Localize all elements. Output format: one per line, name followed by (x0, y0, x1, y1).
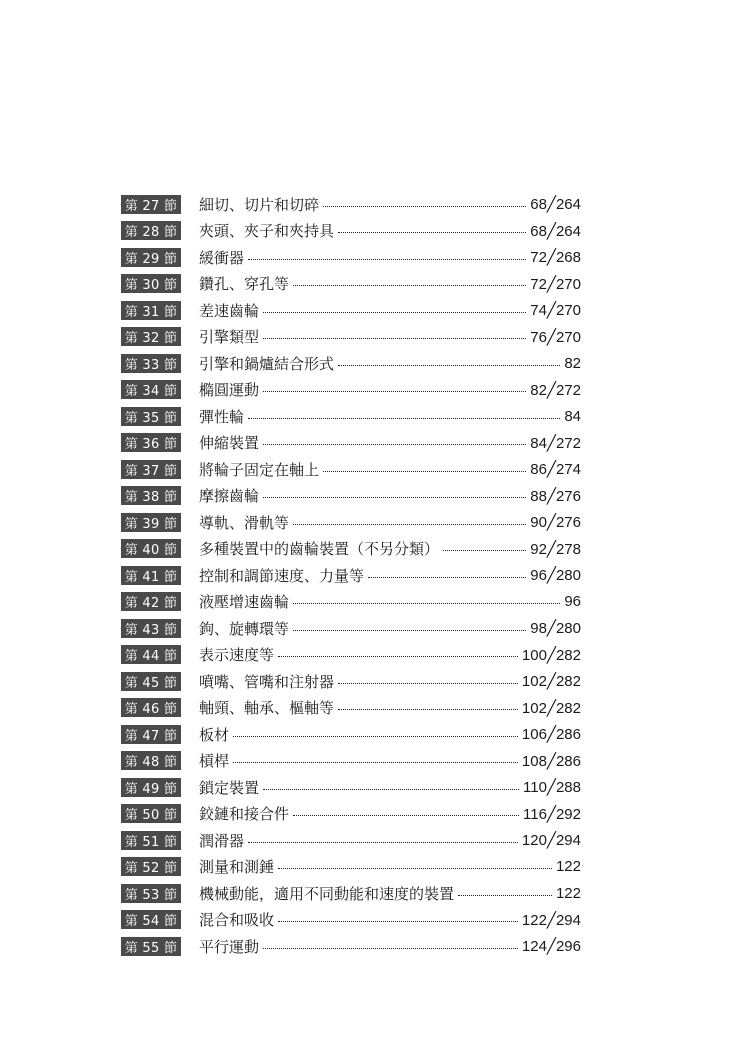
section-badge: 第 31 節 (121, 301, 181, 320)
toc-entry[interactable] (121, 430, 581, 457)
dot-leader (338, 683, 518, 684)
entry-title: 細切、切片和切碎 (199, 195, 320, 214)
page-number: 122 (555, 884, 581, 902)
section-badge: 第 40 節 (121, 539, 181, 558)
page-number: 120╱294 (521, 832, 581, 850)
dot-leader (278, 656, 518, 657)
entry-title: 控制和調節速度、力量等 (199, 566, 365, 585)
toc-entry[interactable] (121, 377, 581, 404)
toc-entry[interactable] (121, 668, 581, 695)
toc-entry[interactable] (121, 774, 581, 801)
entry-title: 液壓增速齒輪 (199, 593, 290, 612)
section-badge: 第 39 節 (121, 513, 181, 532)
section-badge: 第 52 節 (121, 857, 181, 876)
page-number: 106╱286 (521, 726, 581, 744)
dot-leader (338, 232, 526, 233)
entry-title: 潤滑器 (199, 831, 245, 850)
dot-leader (248, 418, 560, 419)
entry-title: 噴嘴、管嘴和注射器 (199, 672, 335, 691)
page-number: 102╱282 (521, 673, 581, 691)
entry-title: 鉸鏈和接合件 (199, 805, 290, 824)
entry-title: 機械動能，適用不同動能和速度的裝置 (199, 884, 455, 903)
toc-entry[interactable] (121, 801, 581, 828)
dot-leader (293, 603, 560, 604)
toc-entry[interactable] (121, 483, 581, 510)
page-number: 108╱286 (521, 752, 581, 770)
dot-leader (263, 444, 526, 445)
entry-title: 引擎和鍋爐結合形式 (199, 354, 335, 373)
toc-entry[interactable] (121, 642, 581, 669)
page-number: 82╱272 (530, 381, 581, 399)
toc-entry[interactable] (121, 880, 581, 907)
page-number: 92╱278 (530, 540, 581, 558)
dot-leader (443, 550, 526, 551)
page-number: 86╱274 (530, 461, 581, 479)
section-badge: 第 51 節 (121, 831, 181, 850)
page-number: 82 (564, 354, 581, 372)
dot-leader (293, 524, 526, 525)
entry-title: 表示速度等 (199, 646, 275, 665)
dot-leader (263, 391, 526, 392)
dot-leader (323, 471, 526, 472)
toc-entry[interactable] (121, 615, 581, 642)
toc-entry[interactable] (121, 271, 581, 298)
dot-leader (263, 338, 526, 339)
toc-entry[interactable] (121, 695, 581, 722)
section-badge: 第 29 節 (121, 248, 181, 267)
page-number: 68╱264 (530, 222, 581, 240)
entry-title: 緩衝器 (199, 248, 245, 267)
dot-leader (248, 259, 526, 260)
page-number: 102╱282 (521, 699, 581, 717)
dot-leader (458, 895, 552, 896)
dot-leader (293, 285, 526, 286)
dot-leader (263, 312, 526, 313)
section-badge: 第 47 節 (121, 725, 181, 744)
page-number: 122╱294 (521, 911, 581, 929)
entry-title: 混合和吸收 (199, 911, 275, 930)
dot-leader (293, 815, 519, 816)
toc-entry[interactable] (121, 933, 581, 960)
dot-leader (248, 842, 518, 843)
section-badge: 第 48 節 (121, 751, 181, 770)
entry-title: 將輪子固定在軸上 (199, 460, 320, 479)
section-badge: 第 43 節 (121, 619, 181, 638)
entry-title: 多種裝置中的齒輪裝置（不另分類） (199, 540, 440, 559)
table-of-contents (121, 191, 581, 960)
section-badge: 第 42 節 (121, 592, 181, 611)
entry-title: 橢圓運動 (199, 381, 260, 400)
page-number: 72╱270 (530, 275, 581, 293)
section-badge: 第 45 節 (121, 672, 181, 691)
page-number: 122 (555, 858, 581, 876)
toc-entry[interactable] (121, 403, 581, 430)
section-badge: 第 27 節 (121, 195, 181, 214)
toc-entry[interactable] (121, 218, 581, 245)
page-number: 100╱282 (521, 646, 581, 664)
toc-entry[interactable] (121, 721, 581, 748)
page-number: 90╱276 (530, 514, 581, 532)
dot-leader (338, 709, 518, 710)
dot-leader (293, 630, 526, 631)
page-number: 76╱270 (530, 328, 581, 346)
toc-entry[interactable] (121, 456, 581, 483)
section-badge: 第 34 節 (121, 380, 181, 399)
section-badge: 第 33 節 (121, 354, 181, 373)
dot-leader (323, 206, 526, 207)
section-badge: 第 30 節 (121, 274, 181, 293)
dot-leader (278, 921, 518, 922)
toc-entry[interactable] (121, 244, 581, 271)
toc-entry[interactable] (121, 350, 581, 377)
page-number: 110╱288 (523, 779, 581, 797)
entry-title: 差速齒輪 (199, 301, 260, 320)
entry-title: 鉤、旋轉環等 (199, 619, 290, 638)
toc-entry[interactable] (121, 854, 581, 881)
page-number: 116╱292 (523, 805, 581, 823)
toc-entry[interactable] (121, 509, 581, 536)
section-badge: 第 54 節 (121, 910, 181, 929)
section-badge: 第 41 節 (121, 566, 181, 585)
entry-title: 導軌、滑軌等 (199, 513, 290, 532)
section-badge: 第 49 節 (121, 778, 181, 797)
entry-title: 鑽孔、穿孔等 (199, 275, 290, 294)
entry-title: 鎖定裝置 (199, 778, 260, 797)
section-badge: 第 38 節 (121, 486, 181, 505)
toc-entry[interactable] (121, 324, 581, 351)
page-number: 96 (564, 593, 581, 611)
entry-title: 伸縮裝置 (199, 434, 260, 453)
entry-title: 夾頭、夾子和夾持具 (199, 222, 335, 241)
dot-leader (263, 789, 519, 790)
page-number: 98╱280 (530, 620, 581, 638)
page-number: 88╱276 (530, 487, 581, 505)
entry-title: 摩擦齒輪 (199, 487, 260, 506)
entry-title: 板材 (199, 725, 230, 744)
dot-leader (278, 868, 552, 869)
entry-title: 引擎類型 (199, 328, 260, 347)
section-badge: 第 37 節 (121, 460, 181, 479)
page-number: 74╱270 (530, 302, 581, 320)
entry-title: 測量和測錘 (199, 858, 275, 877)
section-badge: 第 35 節 (121, 407, 181, 426)
toc-entry[interactable] (121, 191, 581, 218)
dot-leader (338, 365, 560, 366)
dot-leader (263, 497, 526, 498)
dot-leader (368, 577, 526, 578)
dot-leader (233, 762, 518, 763)
dot-leader (263, 948, 518, 949)
page-number: 96╱280 (530, 567, 581, 585)
page-number: 72╱268 (530, 249, 581, 267)
page-number: 84 (564, 407, 581, 425)
section-badge: 第 46 節 (121, 698, 181, 717)
page-number: 68╱264 (530, 196, 581, 214)
section-badge: 第 50 節 (121, 804, 181, 823)
entry-title: 彈性輪 (199, 407, 245, 426)
toc-entry[interactable] (121, 827, 581, 854)
entry-title: 平行運動 (199, 937, 260, 956)
toc-entry[interactable] (121, 907, 581, 934)
page-number: 124╱296 (521, 938, 581, 956)
entry-title: 槓桿 (199, 752, 230, 771)
section-badge: 第 55 節 (121, 937, 181, 956)
page-number: 84╱272 (530, 434, 581, 452)
dot-leader (233, 736, 518, 737)
toc-entry[interactable] (121, 562, 581, 589)
entry-title: 軸頸、軸承、樞軸等 (199, 699, 335, 718)
section-badge: 第 32 節 (121, 327, 181, 346)
section-badge: 第 28 節 (121, 221, 181, 240)
toc-entry[interactable] (121, 536, 581, 563)
toc-entry[interactable] (121, 297, 581, 324)
toc-entry[interactable] (121, 748, 581, 775)
section-badge: 第 36 節 (121, 433, 181, 452)
section-badge: 第 53 節 (121, 884, 181, 903)
section-badge: 第 44 節 (121, 645, 181, 664)
toc-entry[interactable] (121, 589, 581, 616)
